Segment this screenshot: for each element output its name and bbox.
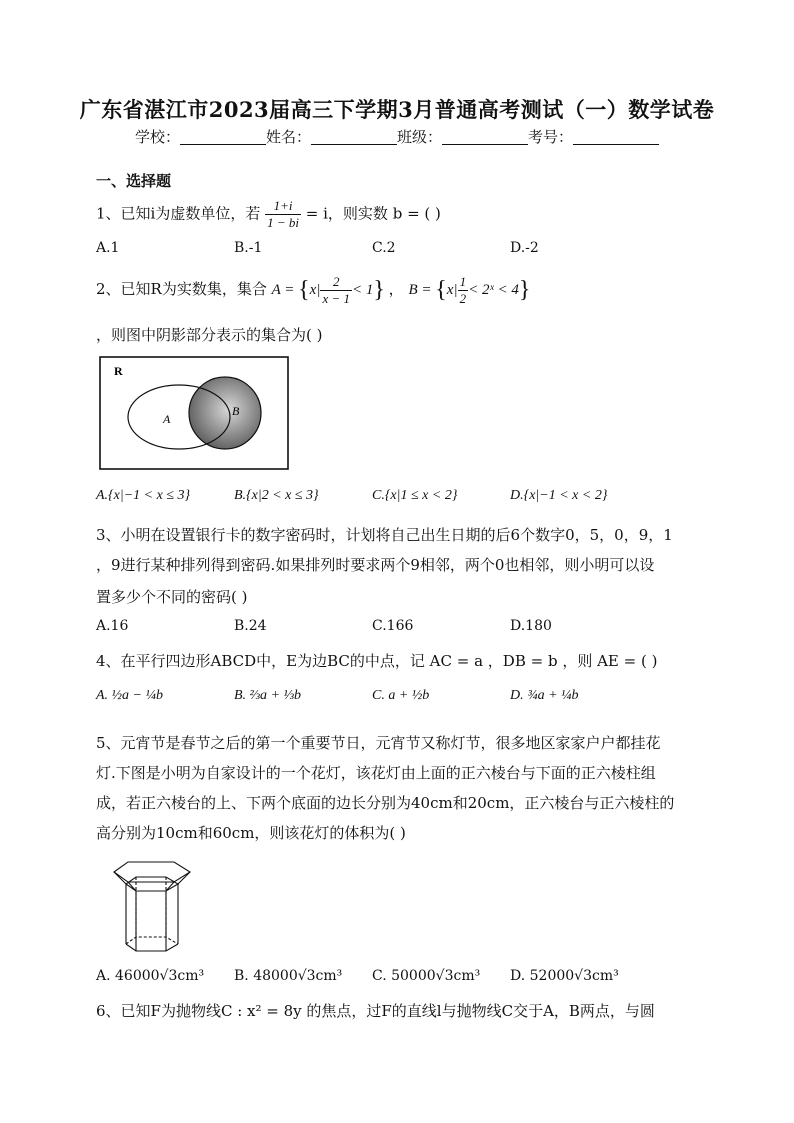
school-blank — [180, 129, 266, 145]
q2-set-b: B = {x| $\frac{1}{2}$ < 2ˣ < 4} — [408, 274, 531, 306]
venn-label-b: B — [232, 404, 240, 418]
class-label: 班级： — [397, 128, 443, 146]
venn-label-a: A — [163, 412, 171, 426]
q5-option-b: B. 48000√3cm³ — [234, 968, 343, 984]
q5-option-d: D. 52000√3cm³ — [510, 968, 619, 984]
q2-set-b-num: 1 — [459, 274, 467, 289]
q1-fraction — [265, 198, 301, 231]
q4-option-b: B. ⅔a + ⅓b — [234, 688, 301, 703]
q4-stem: 4、在平行四边形ABCD中，E为边BC的中点，记 AC = a ，DB = b ，则 AE = ( ) — [96, 652, 658, 670]
q1-option-d: D.-2 — [510, 240, 539, 256]
q3-option-d: D.180 — [510, 618, 552, 634]
q2-set-b-tail: < 2ˣ < 4 — [468, 281, 519, 298]
name-blank — [311, 129, 397, 145]
q1-stem — [96, 198, 441, 231]
q2-set-b-var: x — [446, 281, 454, 298]
class-blank — [442, 129, 528, 145]
venn-diagram — [98, 355, 290, 471]
q6-stem: 6、已知F为抛物线C : x² = 8y 的焦点，过F的直线l与抛物线C交于A，B两点，与圆 — [96, 1002, 655, 1020]
q2-set-a-tail: < 1 — [352, 281, 374, 298]
q2-option-d: D.{x|−1 < x < 2} — [510, 488, 608, 503]
id-blank — [573, 129, 659, 145]
frustum-top-hexagon — [114, 862, 190, 882]
q4-option-c: C. a + ½b — [372, 688, 430, 703]
q3-option-a: A.16 — [96, 618, 129, 634]
lantern-figure — [108, 858, 198, 958]
q1-suffix: = i，则实数 b = ( ) — [305, 204, 441, 223]
venn-label-r: R — [114, 364, 123, 378]
q2-set-b-den: 2 — [459, 291, 467, 306]
q2-option-a: A.{x|−1 < x ≤ 3} — [96, 488, 191, 503]
id-label: 考号： — [528, 128, 574, 146]
q2-prefix: 2、已知R为实数集，集合 — [96, 279, 267, 298]
name-label: 姓名： — [265, 128, 311, 146]
page-title: 广东省湛江市2023届高三下学期3月普通高考测试（一）数学试卷 — [79, 97, 715, 122]
q2-set-a-var: x — [309, 281, 317, 298]
q2-set-b-lead: B = — [408, 281, 436, 298]
q2-separator: ， — [388, 279, 404, 298]
q5-line3: 成，若正六棱台的上、下两个底面的边长分别为40cm和20cm，正六棱台与正六棱柱的 — [96, 794, 675, 812]
q2-option-c: C.{x|1 ≤ x < 2} — [372, 488, 458, 503]
student-info-row — [0, 126, 794, 147]
q2-set-a-num: 2 — [320, 274, 352, 291]
q5-line2: 灯.下图是小明为自家设计的一个花灯，该花灯由上面的正六棱台与下面的正六棱柱组 — [96, 764, 656, 782]
q1-frac-den: 1 − bi — [267, 215, 300, 230]
q2-line2: ，则图中阴影部分表示的集合为( ) — [96, 326, 323, 344]
q2-set-a-den: x − 1 — [322, 291, 351, 306]
q1-frac-num: 1+i — [265, 198, 301, 215]
q5-line1: 5、元宵节是春节之后的第一个重要节日，元宵节又称灯节，很多地区家家户户都挂花 — [96, 734, 661, 752]
section-title: 一、选择题 — [96, 172, 172, 190]
q3-option-b: B.24 — [234, 618, 267, 634]
q1-option-c: C.2 — [372, 240, 396, 256]
q3-line1: 3、小明在设置银行卡的数字密码时，计划将自己出生日期的后6个数字0，5，0，9，1 — [96, 526, 673, 544]
q1-option-a: A.1 — [96, 240, 120, 256]
q1-option-b: B.-1 — [234, 240, 263, 256]
q2-stem — [96, 274, 530, 307]
q3-option-c: C.166 — [372, 618, 414, 634]
q1-prefix: 1、已知i为虚数单位，若 — [96, 204, 261, 223]
q3-line3: 置多少个不同的密码( ) — [96, 588, 248, 606]
q4-option-a: A. ½a − ¼b — [96, 688, 163, 703]
q5-line4: 高分别为10cm和60cm，则该花灯的体积为( ) — [96, 824, 406, 842]
q4-option-d: D. ¾a + ¼b — [510, 688, 579, 703]
q5-option-a: A. 46000√3cm³ — [96, 968, 205, 984]
q2-option-b: B.{x|2 < x ≤ 3} — [234, 488, 319, 503]
q2-set-a-lead: A = — [271, 281, 299, 298]
q2-set-a: A = {x| $\frac{2}{x - 1}$ < 1} — [271, 274, 385, 306]
school-label: 学校： — [134, 128, 180, 146]
q5-option-c: C. 50000√3cm³ — [372, 968, 481, 984]
q3-line2: ，9进行某种排列得到密码.如果排列时要求两个9相邻，两个0也相邻，则小明可以设 — [96, 556, 655, 574]
